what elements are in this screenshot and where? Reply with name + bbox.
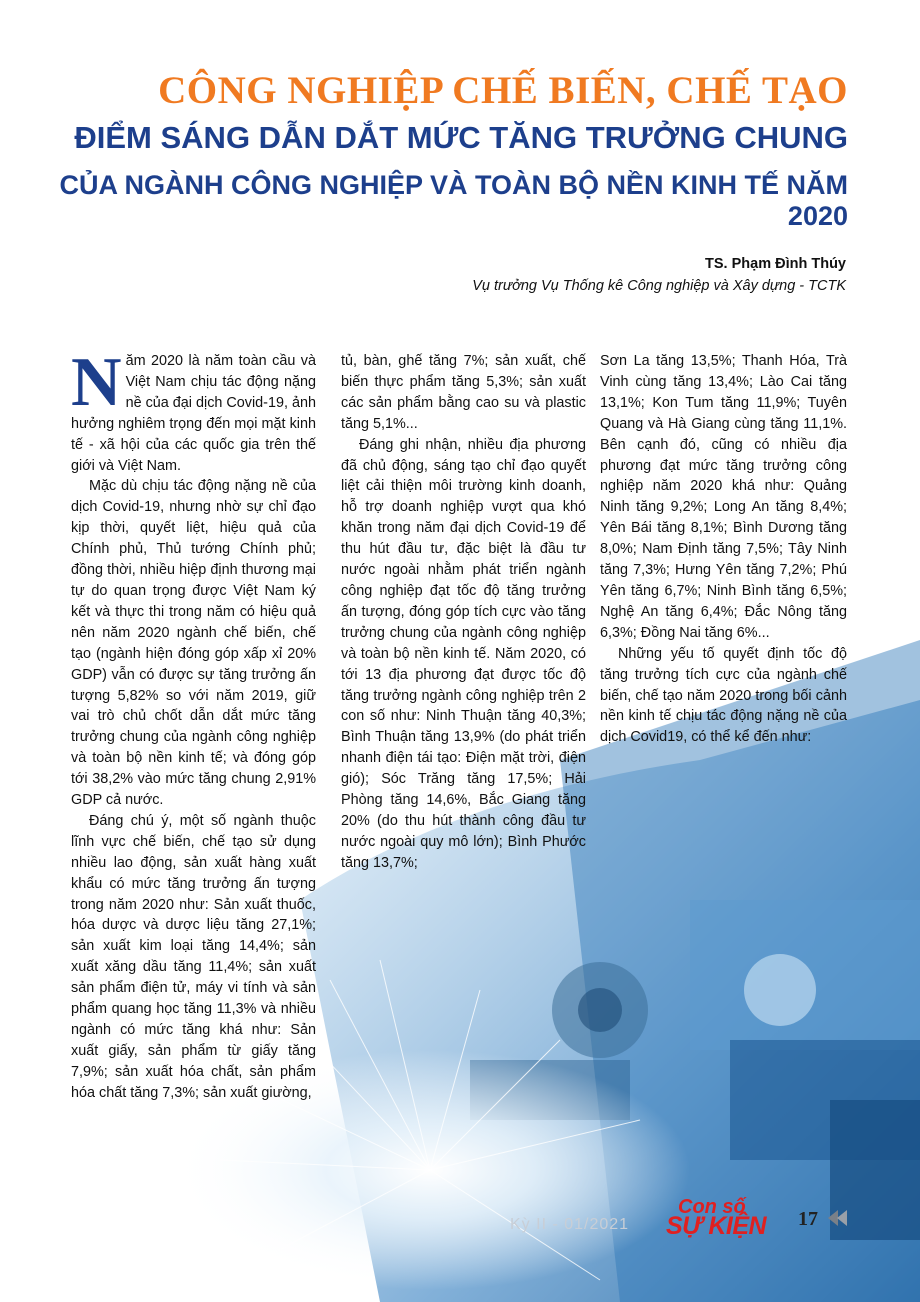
- paragraph: Sơn La tăng 13,5%; Thanh Hóa, Trà Vinh cùng tăng 13,4%; Lào Cai tăng 13,1%; Kon Tum tăng 11,9%; Tuyên Quang và Hà Giang cùng tăng 11,1%. Bên cạnh đó, cũng có nhiều địa phương đạt mức tăng trưởng công nghiệp năm 2020 khá như: Quảng Ninh tăng 9,2%; Long An tăng 8,4%; Yên Bái tăng 8,1%; Bình Dương tăng 8,0%; Nam Định tăng 7,5%; Tây Ninh tăng 7,3%; Hưng Yên tăng 7,2%; Phú Yên tăng 6,7%; Ninh Bình tăng 6,5%; Nghệ An tăng 6,4%; Đắc Nông tăng 6,3%; Đồng Nai tăng 6%...: [600, 353, 847, 641]
- paragraph: Năm 2020 là năm toàn cầu và Việt Nam chịu tác động nặng nề của đại dịch Covid-19, ảnh hưởng nghiêm trọng đến mọi mặt kinh tế - xã hội của các quốc gia trên thế giới và Việt Nam.: [71, 344, 316, 474]
- paragraph: Đáng chú ý, một số ngành thuộc lĩnh vực chế biến, chế tạo sử dụng nhiều lao động, sản xuất hàng xuất khẩu có mức tăng trưởng ấn tượng trong năm 2020 như: Sản xuất thuốc, hóa dược và dược liệu tăng 27,1%; sản xuất kim loại tăng 14,4%; sản xuất xăng dầu tăng 11,4%; sản xuất sản phẩm điện tử, máy vi tính và sản phẩm quang học tăng 11,3% và nhiều ngành có mức tăng khá như: Sản xuất giấy, sản phẩm từ giấy tăng 7,9%; sản xuất hóa chất, sản phẩm hóa chất tăng 7,3%; sản xuất giường,: [71, 812, 316, 1101]
- article-column-2: [341, 351, 586, 874]
- article-column-1: [71, 344, 316, 1104]
- arrow-left-icon: [826, 1208, 850, 1228]
- paragraph: tủ, bàn, ghế tăng 7%; sản xuất, chế biến thực phẩm tăng 5,3%; sản xuất các sản phẩm bằng cao su và plastic tăng 5,1%...: [341, 353, 586, 432]
- paragraph: Đáng ghi nhận, nhiều địa phương đã chủ động, sáng tạo chỉ đạo quyết liệt cải thiện môi trường kinh doanh, hỗ trợ doanh nghiệp vượt qua khó khăn trong năm đại dịch Covid-19 để thu hút đầu tư, đặc biệt là đầu tư nước ngoài nhằm phát triển ngành công nghiệp đạt tốc độ tăng trưởng ấn tượng, đóng góp tích cực vào tăng trưởng chung của ngành công nghiệp và toàn bộ nền kinh tế. Năm 2020, có tới 13 địa phương đạt được tốc độ tăng trưởng ngành công nghiệp trên 2 con số như: Ninh Thuận tăng 40,3%; Bình Thuận tăng 13,9% (do phát triển nhanh điện tái tạo: Điện mặt trời, điện gió); Sóc Trăng tăng 17,5%; Hải Phòng tăng 14,6%, Bắc Giang tăng 20% (do thu hút thành công đầu tư nước ngoài quy mô lớn); Bình Phước tăng 13,7%;: [341, 436, 586, 871]
- headline-line1: CÔNG NGHIỆP CHẾ BIẾN, CHẾ TẠO: [158, 69, 848, 112]
- article-column-3: [600, 351, 847, 748]
- drop-cap: N: [71, 344, 122, 421]
- issue-label: Kỳ II - 01/2021: [510, 1216, 630, 1233]
- headline-line3: CỦA NGÀNH CÔNG NGHIỆP VÀ TOÀN BỘ NỀN KINH TẾ NĂM 2020: [59, 170, 848, 231]
- paragraph: Mặc dù chịu tác động nặng nề của dịch Covid-19, nhưng nhờ sự chỉ đạo kịp thời, quyết liệt, hiệu quả của Chính phủ, Thủ tướng Chính phủ; đồng thời, nhiều hiệp định thương mại tự do quan trọng được Việt Nam ký kết và thực thi trong năm có hiệu quả nên năm 2020 ngành chế biến, chế tạo (ngành hiện đóng góp xấp xỉ 20% GDP) vẫn có được sự tăng trưởng ấn tượng 5,82% so với năm 2019, giữ vai trò chủ chốt dẫn dắt mức tăng trưởng chung của ngành công nghiệp và toàn bộ nền kinh tế; và đóng góp tới 38,2% vào mức tăng chung 2,91% GDP cả nước.: [71, 478, 316, 809]
- author-role: Vụ trưởng Vụ Thống kê Công nghiệp và Xây dựng - TCTK: [472, 278, 846, 294]
- magazine-logo-line2: SỰ KIỆN: [666, 1212, 767, 1240]
- magazine-logo-line1: Con số: [678, 1196, 746, 1218]
- author-name: TS. Phạm Đình Thúy: [705, 256, 846, 272]
- page-number: 17: [798, 1208, 818, 1230]
- headline-line2: ĐIỂM SÁNG DẪN DẮT MỨC TĂNG TRƯỞNG CHUNG: [74, 120, 848, 155]
- paragraph: Những yếu tố quyết định tốc độ tăng trưởng tích cực của ngành chế biến, chế tạo năm 2020 trong bối cảnh nền kinh tế chịu tác động nặng nề của dịch Covid19, có thể kể đến như:: [600, 645, 847, 746]
